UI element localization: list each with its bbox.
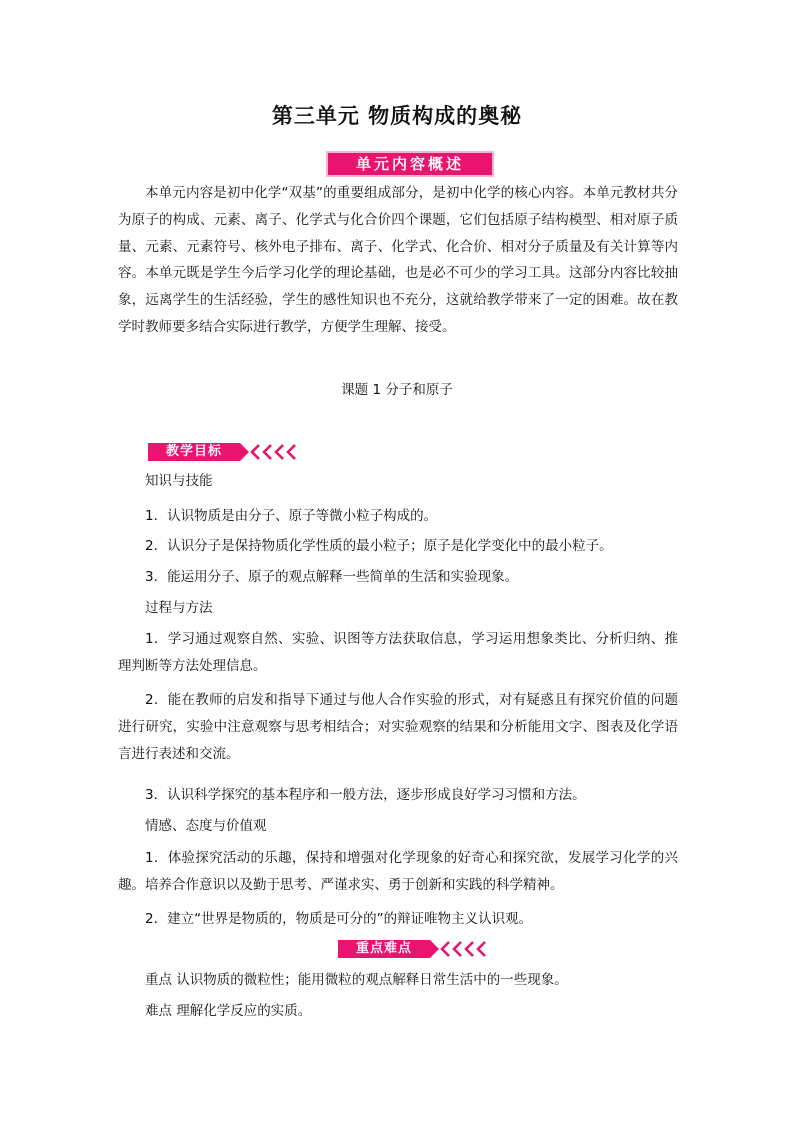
- knowledge-item: 2．认识分子是保持物质化学性质的最小粒子；原子是化学变化中的最小粒子。: [145, 538, 613, 554]
- key-point-text: 重点 认识物质的微粒性；能用微粒的观点解释日常生活中的一些现象。: [145, 972, 568, 988]
- process-item: 2．能在教师的启发和指导下通过与他人合作实验的形式，对有疑惑且有探究价值的问题进行研究，实验中注意观察与思考相结合；对实验观察的结果和分析能用文字、图表及化学语言进行表述和交流。: [118, 692, 678, 762]
- emotion-item: 2．建立“世界是物质的，物质是可分的”的辩证唯物主义认识观。: [145, 911, 533, 927]
- tag-label: 重点难点: [355, 941, 412, 956]
- emotion-item: 1．体验探究活动的乐趣，保持和增强对化学现象的好奇心和探究欲，发展学习化学的兴趣。培养合作意识以及勤于思考、严谨求实、勇于创新和实践的科学精神。: [118, 850, 678, 893]
- lesson-title: 课题 1 分子和原子: [341, 382, 453, 398]
- banner-label: 单元内容概述: [355, 155, 464, 173]
- tag-label: 教学目标: [165, 444, 222, 459]
- overview-text: 本单元内容是初中化学“双基”的重要组成部分，是初中化学的核心内容。本单元教材共分为原子的构成、元素、离子、化学式与化合价四个课题，它们包括原子结构模型、相对原子质量、元素、元素符号、核外电子排布、离子、化学式、化合价、相对分子质量及有关计算等内容。本单元既是学生今后学习化学的理论基础，也是必不可少的学习工具。这部分内容比较抽象，远离学生的生活经验，学生的感性知识也不充分，这就给教学带来了一定的困难。故在教学时教师要多结合实际进行教学，方便学生理解、接受。: [118, 185, 678, 335]
- process-item: 1．学习通过观察自然、实验、识图等方法获取信息，学习运用想象类比、分析归纳、推理判断等方法处理信息。: [118, 631, 678, 674]
- knowledge-item: 3．能运用分子、原子的观点解释一些简单的生活和实验现象。: [145, 569, 519, 585]
- process-heading: 过程与方法: [145, 600, 213, 616]
- knowledge-heading: 知识与技能: [145, 473, 213, 489]
- unit-title: 第三单元 物质构成的奥秘: [271, 104, 523, 128]
- teaching-goals-tag: [148, 443, 298, 461]
- unit-overview-paragraph: [118, 180, 678, 341]
- emotion-heading: 情感、态度与价值观: [145, 818, 267, 834]
- process-item: 3．认识科学探究的基本程序和一般方法，逐步形成良好学习习惯和方法。: [145, 787, 586, 803]
- unit-overview-banner: [326, 151, 494, 177]
- key-points-tag: [338, 940, 488, 958]
- chevrons-icon: [438, 940, 488, 958]
- difficult-point-text: 难点 理解化学反应的实质。: [145, 1003, 312, 1019]
- knowledge-item: 1．认识物质是由分子、原子等微小粒子构成的。: [145, 508, 438, 524]
- chevrons-icon: [248, 443, 298, 461]
